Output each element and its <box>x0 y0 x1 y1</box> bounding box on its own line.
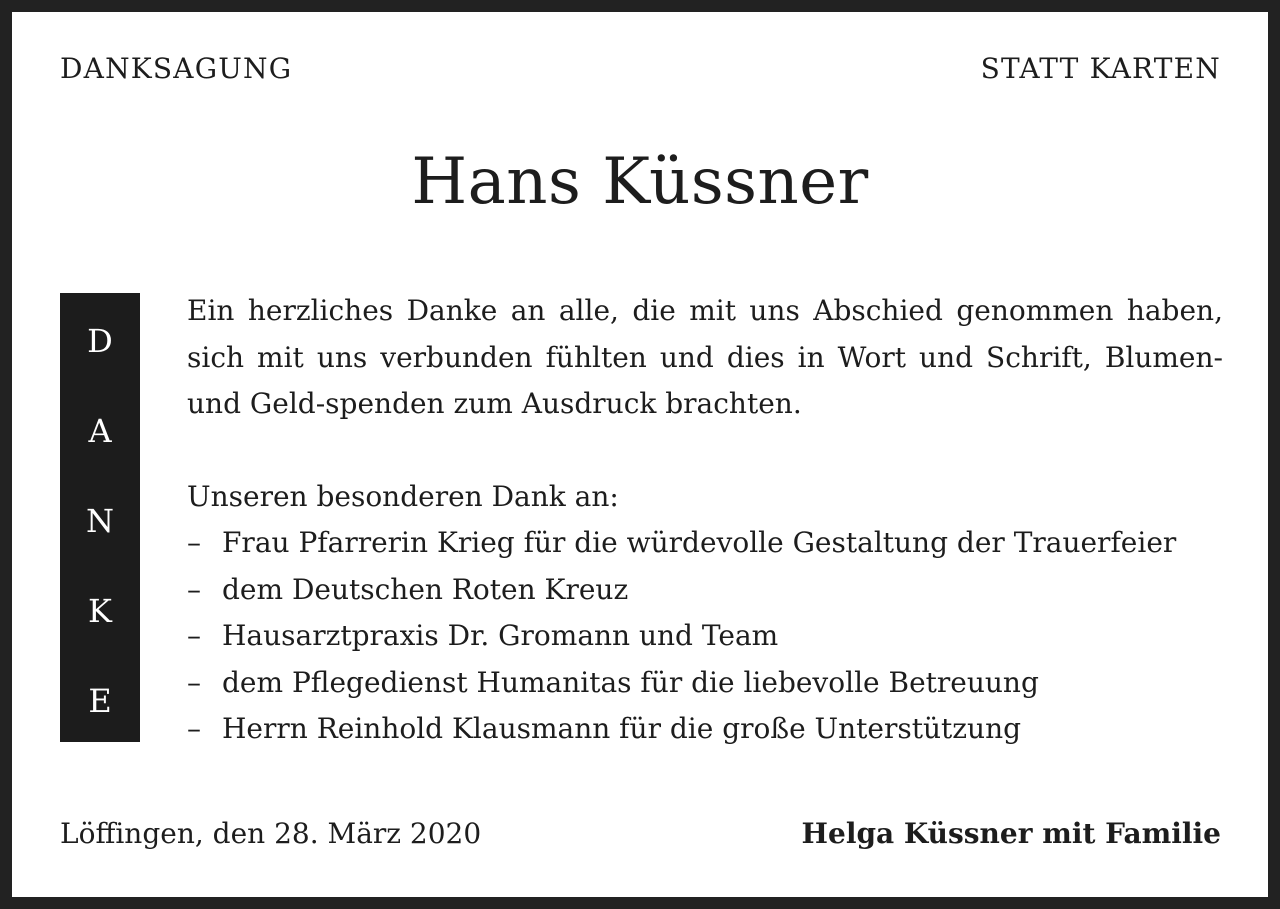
danke-letter: E <box>88 682 112 720</box>
list-item-text: Frau Pfarrerin Krieg für die würdevolle Gestaltung der Trauerfeier <box>222 526 1177 559</box>
list-item <box>187 706 1176 753</box>
danksagung-label: DANKSAGUNG <box>60 52 293 85</box>
list-item <box>187 660 1176 707</box>
signature: Helga Küssner mit Familie <box>801 817 1221 850</box>
list-item <box>187 567 1176 614</box>
list-item-text: Herrn Reinhold Klausmann für die große Unterstützung <box>222 712 1022 745</box>
dash-bullet: – <box>187 665 201 699</box>
special-thanks-heading: Unseren besonderen Dank an: <box>187 480 619 513</box>
list-item <box>187 520 1176 567</box>
obituary-card <box>12 12 1268 897</box>
danke-letter: D <box>87 322 113 360</box>
thank-you-message: Ein herzliches Danke an alle, die mit uns Abschied genommen haben, sich mit uns verbunden fühlten und dies in Wort und Schrift, Blumen- und Geld-spenden zum Ausdruck brachten. <box>187 294 1223 420</box>
dash-bullet: – <box>187 619 201 652</box>
place-and-date: Löffingen, den 28. März 2020 <box>60 817 482 850</box>
danke-letter: A <box>88 412 112 450</box>
dash-bullet: – <box>187 572 201 606</box>
statt-karten-label: STATT KARTEN <box>980 52 1221 85</box>
list-item-text: Hausarztpraxis Dr. Gromann und Team <box>222 619 779 652</box>
list-item-text: dem Deutschen Roten Kreuz <box>222 572 629 606</box>
dash-bullet: – <box>187 526 201 559</box>
dash-bullet: – <box>187 712 201 745</box>
deceased-name: Hans Küssner <box>411 145 869 219</box>
danke-letter: K <box>88 592 112 630</box>
list-item-text: dem Pflegedienst Humanitas für die liebevolle Betreuung <box>222 665 1039 699</box>
list-item <box>187 613 1176 660</box>
special-thanks-list <box>187 520 1176 753</box>
danke-letter: N <box>86 502 114 540</box>
danke-side-banner <box>60 293 140 742</box>
